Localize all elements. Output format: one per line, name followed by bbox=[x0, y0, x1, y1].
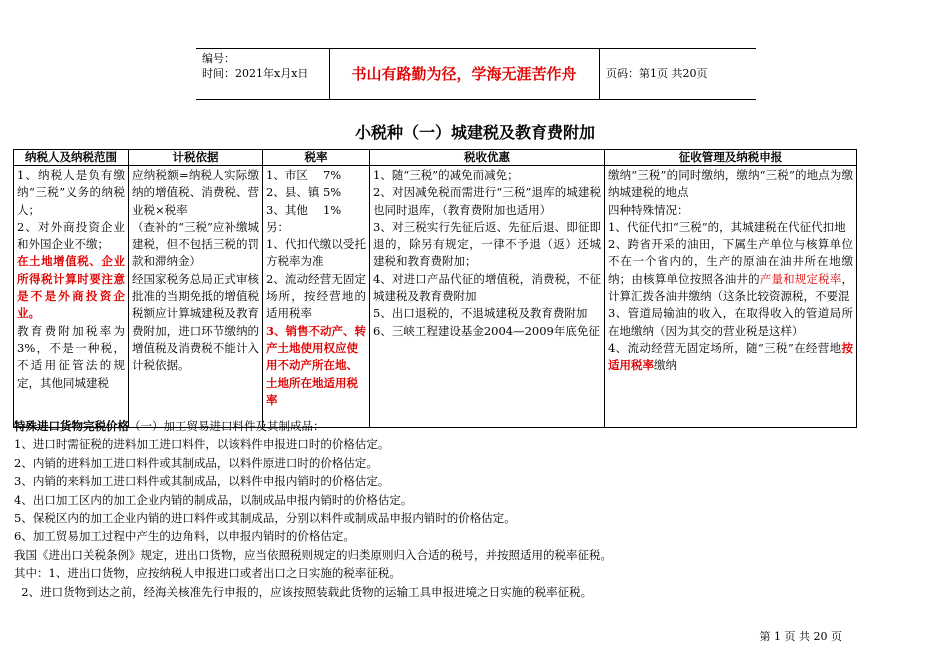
cell-text: 3、管道局输油的收入，在取得收入的管道局所在地缴纳（因为其交的营业税是这样） bbox=[608, 306, 853, 338]
column-header-tax-basis: 计税依据 bbox=[129, 150, 263, 166]
body-line: 6、加工贸易加工过程中产生的边角料，以申报内销时的价格估定。 bbox=[14, 529, 355, 544]
cell-text: 6、三峡工程建设基金2004—2009年底免征 bbox=[373, 323, 600, 338]
cell-text-emphasis: 3、销售不动产、转产土地使用权应使用不动产所在地、土地所在地适用税率 bbox=[266, 323, 367, 407]
header-meta bbox=[202, 51, 308, 81]
cell-text: 1、代扣代缴以受托方税率为准 bbox=[266, 237, 366, 269]
cell-text: 2、对因减免税而需进行“三税”退库的城建税也同时退库，（教育费附加也适用） bbox=[373, 185, 601, 217]
cell-text-part: 缴纳 bbox=[654, 358, 677, 373]
cell-text-emphasis: 按适用税率 bbox=[608, 340, 853, 373]
cell-text-emphasis: 产量和规定税率 bbox=[759, 271, 842, 286]
cell-administration bbox=[605, 166, 857, 428]
header-page-number: 页码：第1页 共20页 bbox=[606, 67, 708, 80]
cell-text: 缴纳“三税”的同时缴纳，缴纳“三税”的地点为缴纳城建税的地点 bbox=[608, 168, 853, 200]
body-line: 我国《进出口关税条例》规定，进出口货物，应当依照税则规定的归类原则归入合适的税号，并按照适用的税率征税。 bbox=[14, 547, 612, 562]
cell-tax-rate bbox=[263, 166, 370, 428]
cell-text: （查补的“三税”应补缴城建税，但不包括三税的罚款和滞纳金） bbox=[132, 219, 259, 269]
body-line: 1、进口时需征税的进料加工进口料件，以该料件申报进口时的价格估定。 bbox=[14, 437, 390, 452]
table-row bbox=[14, 166, 857, 428]
cell-text: 2、流动经营无固定场所，按经营地的适用税率 bbox=[266, 271, 366, 321]
body-line: 4、出口加工区内的加工企业内销的制成品，以制成品申报内销时的价格估定。 bbox=[14, 492, 413, 507]
cell-text: 3、对三税实行先征后返、先征后退、即征即退的，除另有规定，一律不予退（返）还城建税和教育费附加； bbox=[373, 219, 601, 269]
cell-taxpayer bbox=[14, 166, 129, 428]
cell-text: 4、对进口产品代征的增值税，消费税，不征城建税及教育费附加 bbox=[373, 271, 601, 304]
rate-line: 3、其他 1% bbox=[266, 202, 342, 217]
cell-text: 1、纳税人是负有缴纳“三税”义务的纳税人； bbox=[17, 168, 125, 217]
page-footer: 第 1 页 共 20 页 bbox=[759, 630, 842, 643]
tax-table bbox=[13, 149, 857, 428]
section-heading-bold: 特殊进口货物完税价格 bbox=[14, 419, 129, 433]
column-header-taxpayer: 纳税人及纳税范围 bbox=[14, 150, 129, 166]
page-title: 小税种（一）城建税及教育费附加 bbox=[354, 123, 595, 142]
section-heading-rest: （一）加工贸易进口料件及其制成品： bbox=[129, 419, 325, 433]
header-motto: 书山有路勤为径，学海无涯苦作舟 bbox=[351, 65, 577, 83]
rate-line: 另： bbox=[266, 219, 289, 234]
column-header-tax-rate: 税率 bbox=[263, 150, 370, 166]
cell-text bbox=[608, 340, 853, 375]
body-line: 3、内销的来料加工进口料件或其制成品，以料件申报内销时的价格估定。 bbox=[14, 474, 390, 489]
cell-text-part: 4、流动经营无固定场所，随“三税”在经营地 bbox=[608, 340, 842, 355]
body-line: 其中：1、进出口货物，应按纳税人申报进口或者出口之日实施的税率征税。 bbox=[14, 566, 401, 581]
rate-line: 1、市区 7% bbox=[266, 168, 342, 182]
cell-text: 2、对外商投资企业和外国企业不缴； bbox=[17, 219, 125, 252]
header-bar bbox=[196, 48, 756, 100]
import-price-section bbox=[14, 417, 934, 601]
cell-text-part: 2、跨省开采的油田，下属生产单位与核算单位不在一个省内的，生产的原油在油井所在地缴纳；由核算单位按照各油井的 bbox=[608, 237, 853, 286]
cell-text: 经国家税务总局正式审核批准的当期免抵的增值税税额应计算城建税及教育费附加，进口环节缴纳的增值税及消费税不能计入计税依据。 bbox=[132, 271, 259, 373]
cell-text: 1、代征代扣“三税”的，其城建税在代征代扣地 bbox=[608, 219, 846, 234]
column-header-tax-incentives: 税收优惠 bbox=[370, 150, 605, 166]
cell-text: 四种特殊情况： bbox=[608, 202, 689, 217]
document-number-label: 编号： bbox=[202, 52, 235, 65]
rate-line: 2、县、镇 5% bbox=[266, 185, 342, 200]
cell-text: 应纳税额=纳税人实际缴纳的增值税、消费税、营业税×税率 bbox=[132, 168, 259, 217]
cell-text: 教育费附加税率为3%，不是一种税，不适用征管法的规定，其他同城建税 bbox=[17, 323, 125, 390]
body-line: 2、进口货物到达之前，经海关核准先行申报的，应该按照装载此货物的运输工具申报进境之日实施的税率征税。 bbox=[14, 584, 593, 599]
cell-text: 5、出口退税的，不退城建税及教育费附加 bbox=[373, 306, 588, 321]
section-heading bbox=[14, 417, 934, 435]
body-line: 2、内销的进料加工进口料件或其制成品，以料件原进口时的价格估定。 bbox=[14, 455, 378, 470]
cell-tax-incentives bbox=[370, 166, 605, 428]
header-divider bbox=[599, 49, 600, 99]
cell-text bbox=[608, 236, 853, 305]
cell-text-emphasis: 在土地增值税、企业所得税计算时要注意是不是外商投资企业。 bbox=[17, 254, 125, 321]
cell-tax-basis bbox=[129, 166, 263, 428]
cell-text: 1、随“三税”的减免而减免； bbox=[373, 168, 519, 182]
column-header-administration: 征收管理及纳税申报 bbox=[605, 150, 857, 166]
body-line: 5、保税区内的加工企业内销的进口料件或其制成品，分别以料件或制成品申报内销时的价格估定。 bbox=[14, 511, 516, 526]
document-time-label: 时间：2021年x月x日 bbox=[202, 67, 309, 80]
table-header-row bbox=[14, 150, 857, 166]
cell-text-part: ，计算汇拨各油井缴纳（这条比较资源税，不要混 bbox=[608, 271, 854, 304]
